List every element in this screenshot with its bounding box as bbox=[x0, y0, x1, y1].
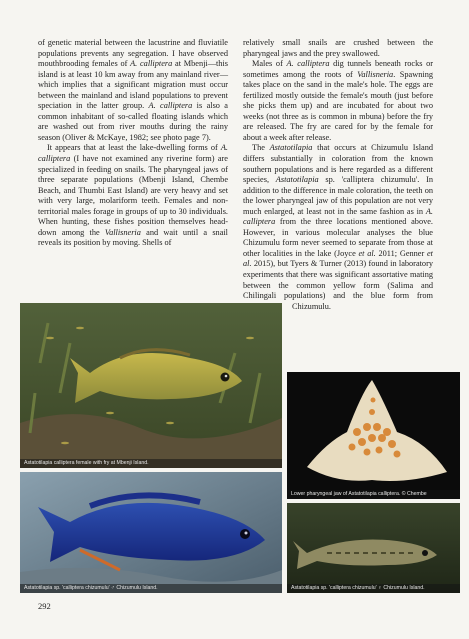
female-fish-photo-graphic bbox=[287, 503, 460, 593]
caption-photo-2: Lower pharyngeal jaw of Astatotilapia calliptera. © Chembe bbox=[287, 490, 460, 499]
right-paragraph-2: Males of A. calliptera dig tunnels beneath rocks or sometimes among the roots of Vallisneria. Spawning takes place on the sand in the male's hole. The eggs are fertilized mostly outside the female's mouth (just before she picks them up) and are incubated for about two weeks (not three as is common in mbuna) before the fry are released. The fry are cared for by the female for about a week after release. bbox=[243, 59, 433, 142]
page-number: 292 bbox=[38, 601, 51, 611]
right-paragraph-1: relatively small snails are crushed between the pharyngeal jaws and the prey swallowed. bbox=[243, 38, 433, 58]
caption-photo-3: Astatotilapia sp. 'calliptera chizumulu' ♂ Chizumulu Island. bbox=[20, 584, 282, 593]
caption-photo-1: Astatotilapia calliptera female with fry at Mbenji Island. bbox=[20, 459, 282, 468]
right-paragraph-3: The Astatotilapia that occurs at Chizumulu Island differs substantially in coloration from the known southern populations and is here regarded as a different species, Astatotilapia sp. 'calliptera chizumulu'. In addition to the difference in male coloration, the teeth on the lower pharyngeal jaw of this population are not very much enlarged, at least not in the same fashion as in A. calliptera from the three locations mentioned above. However, in various molecular analyses the blue Chizumulu form never seemed to separate from those at other localities in the lake (Joyce et al. 2011; Genner et al. 2015), but Tyers & Turner (2013) found in laboratory experiments that there was significant assortative mating between the common yellow form (Salima and Chilingali populations) and the blue form from Chizumulu. bbox=[243, 143, 433, 311]
blue-fish-photo-graphic bbox=[20, 472, 282, 593]
photo-female-chizumulu bbox=[287, 503, 460, 593]
photo-blue-male bbox=[20, 472, 282, 593]
fish-photo-graphic bbox=[20, 303, 282, 468]
jaw-photo-graphic bbox=[287, 372, 460, 499]
photo-pharyngeal-jaw bbox=[287, 372, 460, 499]
photo-female-with-fry bbox=[20, 303, 282, 468]
left-text-column bbox=[38, 38, 228, 249]
caption-photo-4: Astatotilapia sp. 'calliptera chizumulu' ♀ Chizumulu Island. bbox=[287, 584, 460, 593]
left-paragraph-1: of genetic material between the lacustrine and fluviatile populations prevents any segregation. I have observed mouthbrooding females of A. calliptera at Mbenji—this island is at least 10 km away from any mainland river—which implies that a significant migration must occur between the mainland and island populations to prevent speciation in the latter group. A. calliptera is also a common inhabitant of so-called floating islands which are washed out from river mouths during the rainy season (Oliver & McKaye, 1982; see photo page 7). bbox=[38, 38, 228, 142]
left-paragraph-2: It appears that at least the lake-dwelling forms of A. calliptera (I have not examined any riverine form) are specialized in feeding on snails. The pharyngeal jaws of three separate populations (Mbenji Island, Chembe Beach, and Thumbi East Island) are very heavy and set with very large, molariform teeth. Females and non-territorial males forage in groups of up to 30 individuals. When hunting, these fishes position themselves head-down among the Vallisneria and wait until a snail reveals its position by moving. Shells of bbox=[38, 143, 228, 248]
